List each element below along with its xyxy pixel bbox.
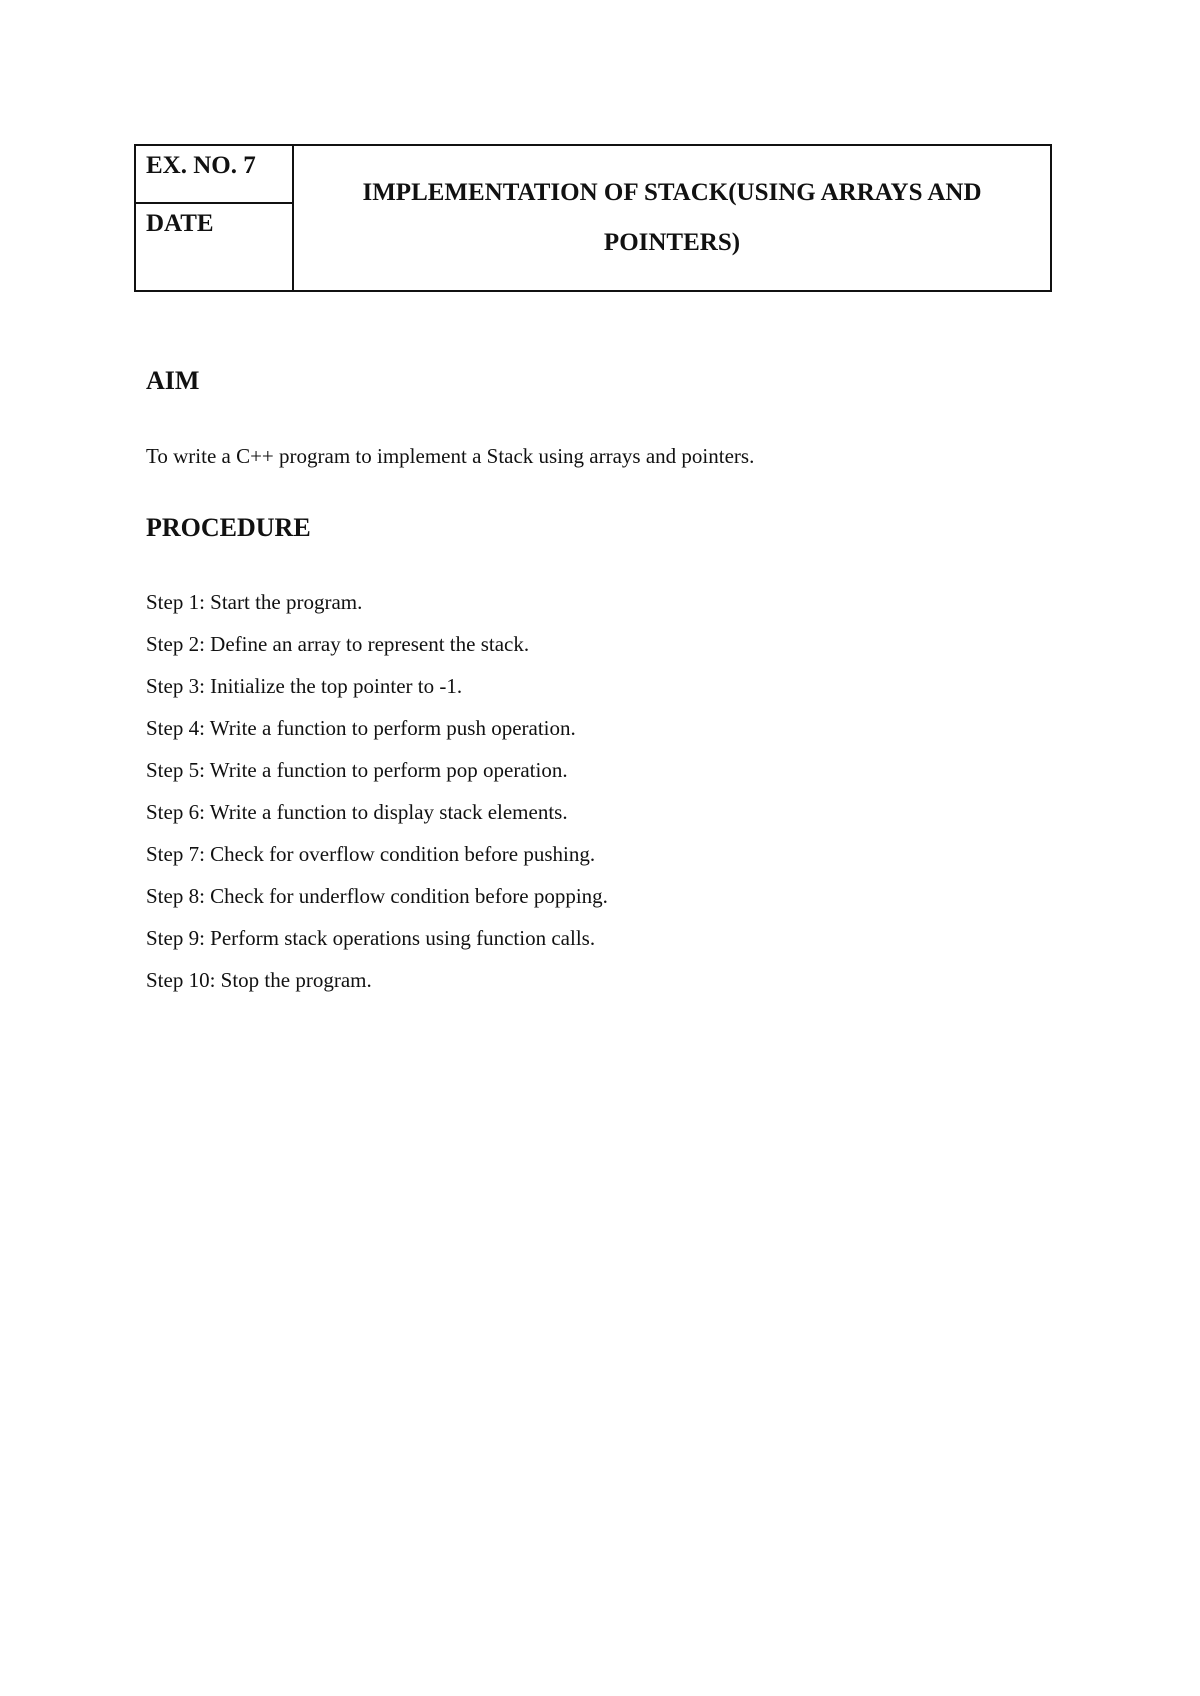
date-label: DATE: [146, 210, 214, 237]
procedure-step: Step 7: Check for overflow condition before pushing.: [146, 842, 596, 866]
procedure-step: Step 2: Define an array to represent the stack.: [146, 632, 530, 656]
procedure-step: Step 9: Perform stack operations using function calls.: [146, 926, 596, 950]
aim-text: To write a C++ program to implement a Stack using arrays and pointers.: [146, 444, 755, 468]
procedure-step: Step 5: Write a function to perform pop operation.: [146, 758, 568, 782]
exercise-number: EX. NO. 7: [136, 146, 292, 204]
aim-heading: AIM: [146, 366, 200, 395]
procedure-step: Step 4: Write a function to perform push operation.: [146, 716, 576, 740]
procedure-step: Step 10: Stop the program.: [146, 968, 372, 992]
header-title-cell: [294, 146, 1050, 290]
header-left-column: [136, 146, 294, 290]
procedure-steps: [146, 590, 608, 1010]
procedure-heading: PROCEDURE: [146, 513, 311, 542]
procedure-step: Step 1: Start the program.: [146, 590, 363, 614]
procedure-step: Step 6: Write a function to display stack elements.: [146, 800, 568, 824]
procedure-step: Step 8: Check for underflow condition before popping.: [146, 884, 608, 908]
document-title: IMPLEMENTATION OF STACK(USING ARRAYS AND POINTERS): [362, 179, 982, 256]
header-table: [134, 144, 1052, 292]
procedure-step: Step 3: Initialize the top pointer to -1.: [146, 674, 463, 698]
